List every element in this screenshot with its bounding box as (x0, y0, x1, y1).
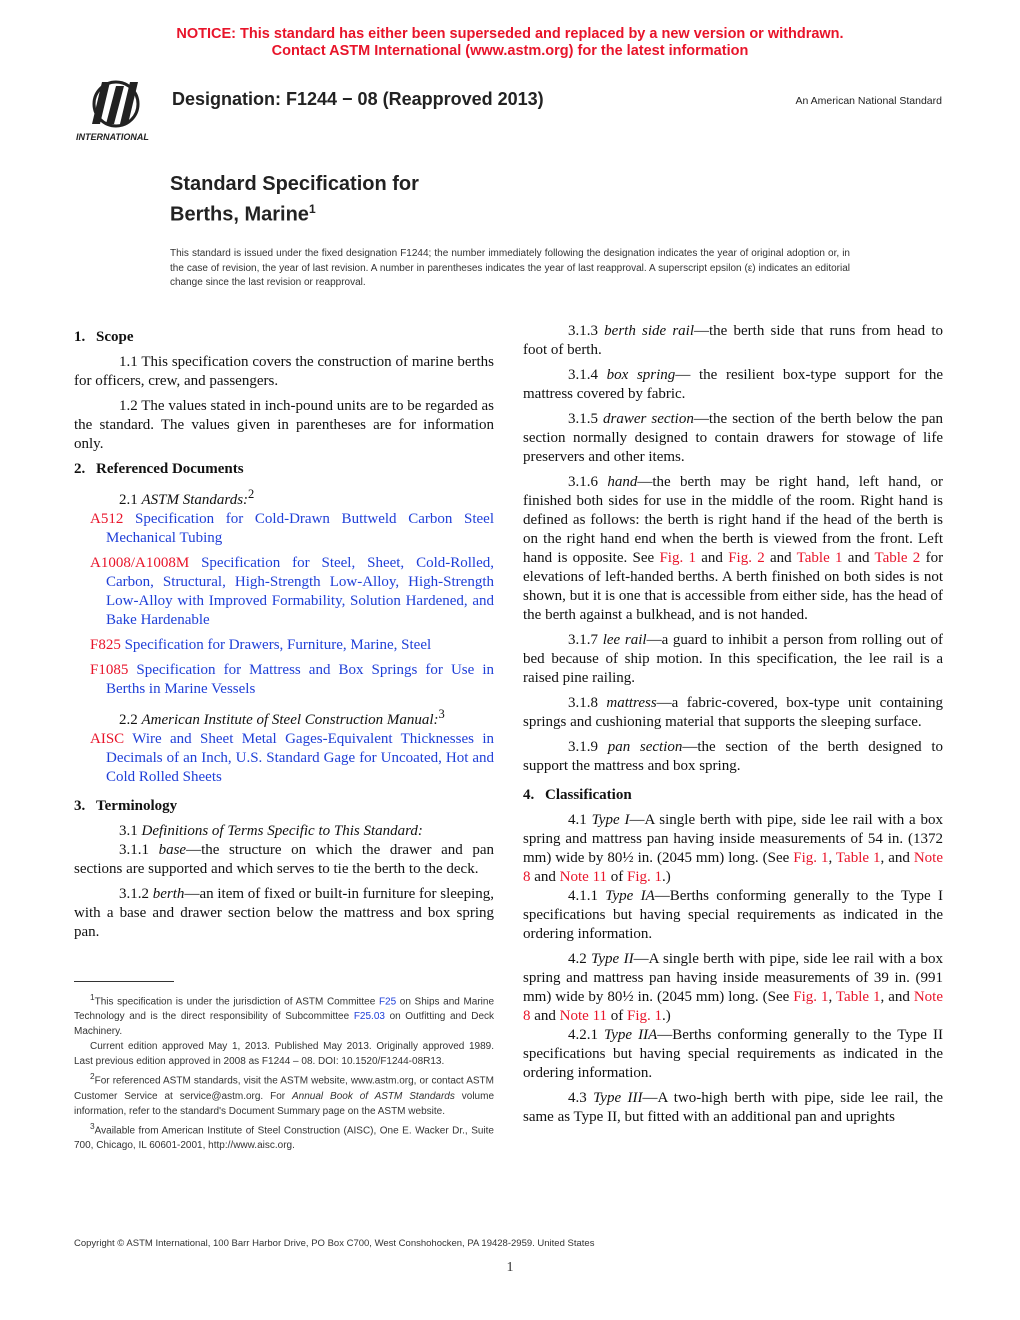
section-heading-classification: 4. Classification (523, 787, 632, 803)
para-4-2-1: 4.2.1 Type IIA—Berths conforming generally to the Type II specifications but having special requirements as indicated in the ordering information. (523, 1027, 943, 1081)
footnote-2: $^2$For referenced ASTM standards, visit the ASTM website, www.astm.org, or contact ASTM Customer Service at service@astm.org. For Annual Book of ASTM Standards volume information, refer to the standard's Document Summary page on the ASTM website. (74, 1071, 495, 1117)
document-title (170, 172, 419, 228)
notice-line-2: Contact ASTM International (www.astm.org) for the latest information (271, 43, 749, 59)
table-1-link[interactable]: Table 1 (796, 550, 843, 566)
table-2-link[interactable]: Table 2 (874, 550, 921, 566)
note-11-link[interactable]: Note 11 (559, 1008, 608, 1024)
right-column (523, 322, 943, 1133)
para-3-1-3: 3.1.3 berth side rail—the berth side that runs from head to foot of berth. (523, 323, 943, 358)
para-3-1: 3.1 Definitions of Terms Specific to This Standard: (119, 823, 423, 839)
left-column (74, 322, 494, 948)
ref-item[interactable]: A1008/A1008M Specification for Steel, Sheet, Cold-Rolled, Carbon, Structural, High-Strength Low-Alloy, High-Strength Low-Alloy with Improved Formability, Solution Hardened, and Bake Hardenable (90, 555, 494, 628)
para-4-2: 4.2 Type II—A single berth with pipe, side lee rail with a box spring and mattress pan having inside measurements of 39 in. (991 mm) wide by 80½ in. (2045 mm) long. (See Fig. 1, Table 1, and Note 8 and Note 11 of Fig. 1.) (523, 951, 944, 1024)
footnote-3: $^3$Available from American Institute of Steel Construction (AISC), One E. Wacker Dr., Suite 700, Chicago, IL 60601-2001, http://www.aisc.org. (74, 1120, 494, 1151)
para-4-1-1: 4.1.1 Type IA—Berths conforming generally to the Type I specifications but having special requirements as indicated in the ordering information. (523, 888, 943, 942)
ref-item[interactable]: A512 Specification for Cold-Drawn Buttweld Carbon Steel Mechanical Tubing (90, 511, 495, 546)
para-1-2: 1.2 The values stated in inch-pound units are to be regarded as the standard. The values given in parentheses are for information only. (74, 398, 494, 452)
title-line-1: Standard Specification for (170, 173, 419, 195)
para-2-1: 2.1 ASTM Standards:$^2$ (119, 487, 255, 508)
fig-2-link[interactable]: Fig. 2 (728, 550, 765, 566)
national-standard-label: An American National Standard (795, 95, 942, 107)
para-3-1-5: 3.1.5 drawer section—the section of the berth below the pan section normally designed to contain drawers for stowage of life preservers and other items. (523, 411, 944, 465)
copyright: Copyright © ASTM International, 100 Barr Harbor Drive, PO Box C700, West Conshohocken, PA 19428-2959. United States (74, 1238, 595, 1249)
ref-item[interactable]: F1085 Specification for Mattress and Box Springs for Use in Berths in Marine Vessels (90, 662, 495, 697)
committee-link[interactable]: F25 (378, 996, 397, 1008)
para-3-1-8: 3.1.8 mattress—a fabric-covered, box-type unit containing springs and cushioning material that supports the sleeping surface. (523, 695, 944, 730)
page-number: 1 (506, 1260, 514, 1275)
footnote-divider (74, 981, 174, 982)
section-heading-scope: 1. Scope (74, 329, 134, 345)
fig-1-link[interactable]: Fig. 1 (627, 1008, 663, 1024)
para-4-3: 4.3 Type III—A two-high berth with pipe, side lee rail, the same as Type II, but fitted with an additional pan and uprights (523, 1090, 943, 1125)
fig-1-link[interactable]: Fig. 1 (627, 869, 663, 885)
para-3-1-9: 3.1.9 pan section—the section of the berth designed to support the mattress and box spring. (523, 739, 943, 774)
ref-item-aisc[interactable]: AISC Wire and Sheet Metal Gages-Equivalent Thicknesses in Decimals of an Inch, U.S. Standard Gage for Uncoated, Hot and Cold Rolled Sheets (90, 731, 494, 785)
table-1-link[interactable]: Table 1 (835, 850, 881, 866)
fig-1-link[interactable]: Fig. 1 (659, 550, 696, 566)
subcommittee-link[interactable]: F25.03 (353, 1011, 385, 1023)
note-8-link[interactable]: Note 8 (523, 989, 943, 1024)
footnotes (74, 990, 494, 1153)
fig-1-link[interactable]: Fig. 1 (793, 850, 829, 866)
notice-line-1: NOTICE: This standard has either been superseded and replaced by a new version or withdrawn. (176, 26, 844, 42)
logo-wordmark: INTERNATIONAL (76, 132, 149, 142)
footnote-1: $^1$This specification is under the jurisdiction of ASTM Committee F25 on Ships and Marine Technology and is the direct responsibility of Subcommittee F25.03 on Outfitting and Deck Machinery. (74, 992, 495, 1038)
title-footnote-ref[interactable]: 1 (308, 202, 316, 216)
note-11-link[interactable]: Note 11 (559, 869, 608, 885)
para-3-1-7: 3.1.7 lee rail—a guard to inhibit a person from rolling out of bed because of ship motion. In this specification, the lee rail is a raised pine railing. (523, 632, 943, 686)
fig-1-link[interactable]: Fig. 1 (793, 989, 829, 1005)
para-3-1-4: 3.1.4 box spring— the resilient box-type support for the mattress covered by fabric. (523, 367, 944, 402)
title-line-2: Berths, Marine (170, 203, 309, 226)
para-3-1-2: 3.1.2 berth—an item of fixed or built-in furniture for sleeping, with a base and drawer section below the mattress and box spring pan. (74, 886, 495, 940)
para-2-2: 2.2 American Institute of Steel Construction Manual:$^3$ (119, 707, 445, 728)
section-heading-terminology: 3. Terminology (74, 798, 178, 814)
ref-item[interactable]: F825 Specification for Drawers, Furniture, Marine, Steel (90, 637, 432, 653)
para-3-1-6: 3.1.6 hand—the berth may be right hand, left hand, or finished both sides for use in the middle of the room. Right hand is defined as follows: the berth is right hand if the head of the berth is on the right hand end when the berth is viewed from the front. Left hand is opposite. See Fig. 1 and Fig. 2 and Table 1 and Table 2 for elevations of left-handed berths. A berth finished on both sides is not shown, but it is one that is accessible from either side, has the head of the berth against a bulkhead, and is not handed. (523, 474, 944, 623)
para-1-1: 1.1 This specification covers the construction of marine berths for officers, crew, and passengers. (74, 354, 494, 389)
para-4-1: 4.1 Type I—A single berth with pipe, side lee rail with a box spring and mattress pan having inside measurements of 54 in. (1372 mm) wide by 80½ in. (2045 mm) long. (See Fig. 1, Table 1, and Note 8 and Note 11 of Fig. 1.) (523, 812, 944, 885)
section-heading-referenced-documents: 2. Referenced Documents (74, 461, 244, 477)
table-1-link[interactable]: Table 1 (835, 989, 881, 1005)
designation: Designation: F1244 − 08 (Reapproved 2013) (172, 89, 544, 109)
astm-logo (70, 74, 164, 144)
note-8-link[interactable]: Note 8 (523, 850, 943, 885)
para-3-1-1: 3.1.1 base—the structure on which the drawer and pan sections are supported and which serves to tie the berth to the deck. (74, 842, 494, 877)
footnote-1-edition: Current edition approved May 1, 2013. Published May 2013. Originally approved 1989. Last previous edition approved in 2008 as F1244 – 08. DOI: 10.1520/F1244-08R13. (74, 1041, 494, 1068)
notice-banner (0, 26, 1020, 60)
intro-paragraph: This standard is issued under the fixed designation F1244; the number immediately following the designation indicates the year of original adoption or, in the case of revision, the year of last revision. A number in parentheses indicates the year of last reapproval. A superscript epsilon (ε) indicates an editorial change since the last revision or reapproval. (170, 248, 850, 288)
